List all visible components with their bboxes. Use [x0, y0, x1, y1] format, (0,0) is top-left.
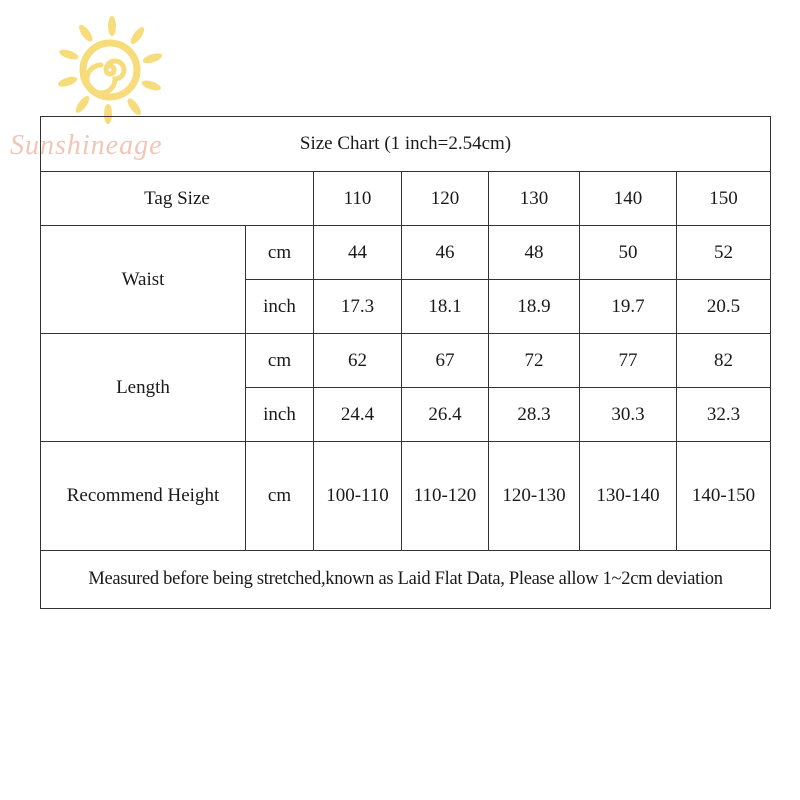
table-cell: 24.4	[314, 388, 402, 442]
table-cell: 46	[402, 226, 489, 280]
height-row	[41, 442, 771, 551]
table-cell: 17.3	[314, 280, 402, 334]
length-label: Length	[41, 334, 246, 442]
table-cell: 120-130	[489, 442, 580, 551]
unit-cell: cm	[246, 334, 314, 388]
waist-cm-row	[41, 226, 771, 280]
size-chart-table	[40, 116, 771, 609]
table-cell: 32.3	[677, 388, 771, 442]
table-cell: 44	[314, 226, 402, 280]
table-cell: 52	[677, 226, 771, 280]
table-cell: 30.3	[580, 388, 677, 442]
table-cell: 19.7	[580, 280, 677, 334]
note-row	[41, 551, 771, 609]
unit-cell: inch	[246, 280, 314, 334]
length-cm-row	[41, 334, 771, 388]
table-cell: 50	[580, 226, 677, 280]
tag-size-label: Tag Size	[41, 172, 314, 226]
table-cell: 130-140	[580, 442, 677, 551]
table-cell: 67	[402, 334, 489, 388]
size-cell: 120	[402, 172, 489, 226]
brand-name: Sunshineage	[10, 130, 163, 161]
table-cell: 18.1	[402, 280, 489, 334]
table-cell: 110-120	[402, 442, 489, 551]
table-cell: 18.9	[489, 280, 580, 334]
table-cell: 100-110	[314, 442, 402, 551]
sun-icon	[46, 12, 176, 132]
measurement-note: Measured before being stretched,known as Laid Flat Data, Please allow 1~2cm deviation	[41, 551, 771, 609]
table-cell: 28.3	[489, 388, 580, 442]
table-cell: 26.4	[402, 388, 489, 442]
table-cell: 48	[489, 226, 580, 280]
table-cell: 77	[580, 334, 677, 388]
size-cell: 150	[677, 172, 771, 226]
table-cell: 62	[314, 334, 402, 388]
table-cell: 72	[489, 334, 580, 388]
height-label: Recommend Height	[41, 442, 246, 551]
title-row	[41, 117, 771, 172]
unit-cell: inch	[246, 388, 314, 442]
unit-cell: cm	[246, 226, 314, 280]
waist-label: Waist	[41, 226, 246, 334]
size-cell: 140	[580, 172, 677, 226]
tag-size-row	[41, 172, 771, 226]
table-cell: 20.5	[677, 280, 771, 334]
unit-cell: cm	[246, 442, 314, 551]
table-cell: 82	[677, 334, 771, 388]
table-title: Size Chart (1 inch=2.54cm)	[41, 117, 771, 172]
size-cell: 130	[489, 172, 580, 226]
table-cell: 140-150	[677, 442, 771, 551]
size-cell: 110	[314, 172, 402, 226]
